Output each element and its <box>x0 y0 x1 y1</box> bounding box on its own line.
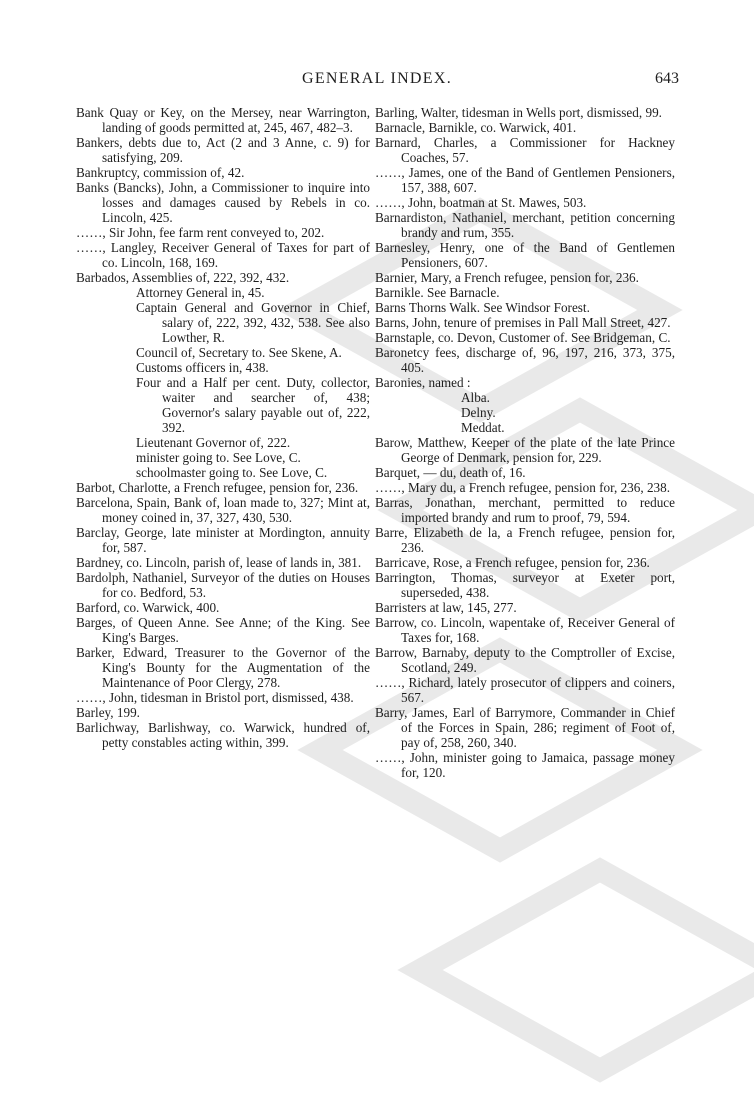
index-subentry: Lieutenant Governor of, 222. <box>136 435 291 450</box>
index-entry: Barricave, Rose, a French refugee, pension for, 236. <box>375 555 650 570</box>
index-entry: Barclay, George, late minister at Mordington, annuity for, 587. <box>76 525 370 555</box>
index-entry: Barnstaple, co. Devon, Customer of. See Bridgeman, C. <box>375 330 671 345</box>
index-entry: Barns, John, tenure of premises in Pall Mall Street, 427. <box>375 315 671 330</box>
index-subentry: Four and a Half per cent. Duty, collector, waiter and searcher of, 438; Governor's salary payable out of, 222, 392. <box>136 375 370 435</box>
index-entry: Barlichway, Barlishway, co. Warwick, hundred of, petty constables acting within, 399. <box>76 720 370 750</box>
index-entry: Barristers at law, 145, 277. <box>375 600 517 615</box>
index-entry: Barnikle. See Barnacle. <box>375 285 500 300</box>
index-entry: Bardney, co. Lincoln, parish of, lease of lands in, 381. <box>76 555 362 570</box>
index-subentry: Meddat. <box>461 420 505 435</box>
index-entry: Barrow, co. Lincoln, wapentake of, Receiver General of Taxes for, 168. <box>375 615 675 645</box>
index-entry: Barcelona, Spain, Bank of, loan made to, 327; Mint at, money coined in, 37, 327, 430, 530. <box>76 495 370 525</box>
index-entry: Barre, Elizabeth de la, a French refugee, pension for, 236. <box>375 525 675 555</box>
index-entry: Barley, 199. <box>76 705 140 720</box>
index-subentry: Captain General and Governor in Chief, salary of, 222, 392, 432, 538. See also Lowther, R. <box>136 300 370 345</box>
index-entry: Bankers, debts due to, Act (2 and 3 Anne, c. 9) for satisfying, 209. <box>76 135 370 165</box>
index-entry: Barnard, Charles, a Commissioner for Hackney Coaches, 57. <box>375 135 675 165</box>
index-entry: Baronetcy fees, discharge of, 96, 197, 216, 373, 375, 405. <box>375 345 675 375</box>
index-entry: Barnardiston, Nathaniel, merchant, petition concerning brandy and rum, 355. <box>375 210 675 240</box>
index-entry: Banks (Bancks), John, a Commissioner to inquire into losses and damages caused by Rebels in co. Lincoln, 425. <box>76 180 370 225</box>
index-subentry: Council of, Secretary to. See Skene, A. <box>136 345 342 360</box>
index-entry: Barbados, Assemblies of, 222, 392, 432. <box>76 270 290 285</box>
index-entry: ……, Langley, Receiver General of Taxes for part of co. Lincoln, 168, 169. <box>76 240 370 270</box>
index-subentry: minister going to. See Love, C. <box>136 450 301 465</box>
index-entry: Barquet, — du, death of, 16. <box>375 465 526 480</box>
index-entry: ……, James, one of the Band of Gentlemen Pensioners, 157, 388, 607. <box>375 165 675 195</box>
index-entry: Baronies, named : <box>375 375 471 390</box>
index-entry: ……, John, minister going to Jamaica, passage money for, 120. <box>375 750 675 780</box>
index-subentry: Attorney General in, 45. <box>136 285 265 300</box>
index-entry: Barling, Walter, tidesman in Wells port, dismissed, 99. <box>375 105 662 120</box>
index-subentry: schoolmaster going to. See Love, C. <box>136 465 328 480</box>
index-entry: Barns Thorns Walk. See Windsor Forest. <box>375 300 590 315</box>
index-column-right <box>375 105 675 780</box>
index-entry: Barow, Matthew, Keeper of the plate of the late Prince George of Denmark, pension for, 229. <box>375 435 675 465</box>
index-entry: Barford, co. Warwick, 400. <box>76 600 220 615</box>
index-entry: Barrington, Thomas, surveyor at Exeter port, superseded, 438. <box>375 570 675 600</box>
index-entry: ……, Sir John, fee farm rent conveyed to, 202. <box>76 225 325 240</box>
page-header <box>0 70 754 94</box>
index-entry: Barges, of Queen Anne. See Anne; of the King. See King's Barges. <box>76 615 370 645</box>
index-entry: Barry, James, Earl of Barrymore, Commander in Chief of the Forces in Spain, 286; regiment of Foot of, pay of, 258, 260, 340. <box>375 705 675 750</box>
index-entry: Barbot, Charlotte, a French refugee, pension for, 236. <box>76 480 359 495</box>
index-subentry: Alba. <box>461 390 490 405</box>
index-entry: Barker, Edward, Treasurer to the Governor of the King's Bounty for the Augmentation of the Maintenance of Poor Clergy, 278. <box>76 645 370 690</box>
index-column-left <box>76 105 370 750</box>
index-entry: ……, John, boatman at St. Mawes, 503. <box>375 195 587 210</box>
index-entry: Barnesley, Henry, one of the Band of Gentlemen Pensioners, 607. <box>375 240 675 270</box>
index-entry: ……, Richard, lately prosecutor of clippers and coiners, 567. <box>375 675 675 705</box>
index-subentry: Delny. <box>461 405 496 420</box>
index-entry: Barrow, Barnaby, deputy to the Comptroller of Excise, Scotland, 249. <box>375 645 675 675</box>
index-entry: Barras, Jonathan, merchant, permitted to reduce imported brandy and rum to proof, 79, 594. <box>375 495 675 525</box>
index-subentry: Customs officers in, 438. <box>136 360 269 375</box>
index-entry: ……, Mary du, a French refugee, pension for, 236, 238. <box>375 480 671 495</box>
page-number: 643 <box>655 70 679 87</box>
index-entry: ……, John, tidesman in Bristol port, dismissed, 438. <box>76 690 354 705</box>
index-entry: Bardolph, Nathaniel, Surveyor of the duties on Houses for co. Bedford, 53. <box>76 570 370 600</box>
index-entry: Bank Quay or Key, on the Mersey, near Warrington, landing of goods permitted at, 245, 467, 482–3. <box>76 105 370 135</box>
index-entry: Bankruptcy, commission of, 42. <box>76 165 245 180</box>
running-title: GENERAL INDEX. <box>301 70 453 87</box>
index-entry: Barnacle, Barnikle, co. Warwick, 401. <box>375 120 577 135</box>
index-entry: Barnier, Mary, a French refugee, pension for, 236. <box>375 270 639 285</box>
